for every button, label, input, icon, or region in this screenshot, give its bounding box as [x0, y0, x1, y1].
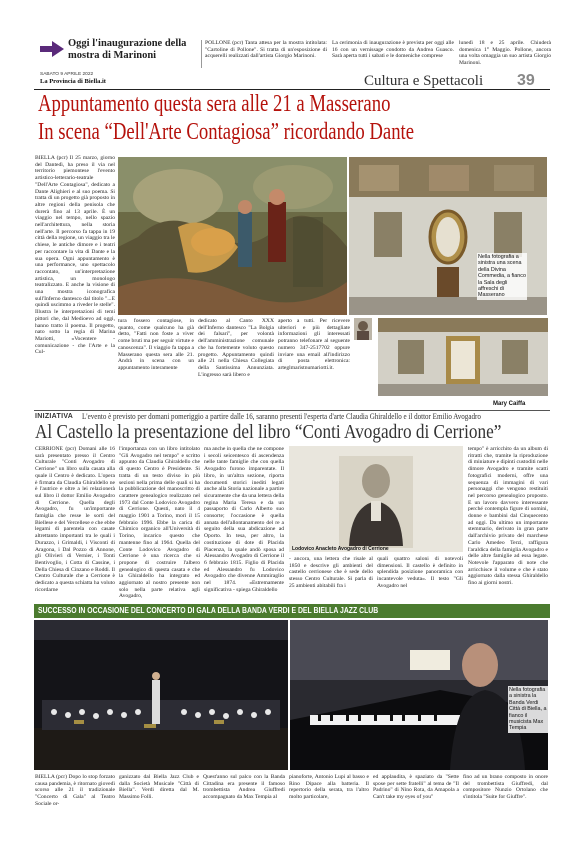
- article1-col4: aperto a tutti. Per ricevere ulteriori e più dettagliate informazioni gli interessati potranno telefonare al seguente numero 347-2517702 oppure inviare una email all'indirizzo di posta elettronica: arteglmaristnumariotti.it.: [278, 318, 350, 371]
- article2-kicker-text: L'evento è previsto per domani pomeriggio a partire dalle 16, saranno presenti l'esperta d'arte Claudia Ghiraldello e il dottor Emilio Avogadro: [82, 412, 481, 421]
- hall-detail-photo: [378, 318, 548, 396]
- article2-headline: Al Castello la presentazione del libro “Conti Avogadro di Cerrione”: [35, 421, 502, 443]
- article3-col4: pianoforte, Antonio Lupi al basso e Rino Dipace alla batteria. Il repertorio della serata, tra l'altro molto particolare,: [289, 774, 369, 801]
- article1-col1: BIELLA (pcr) Il 25 marzo, giorno del Dantedì, ha preso il via nel territorio piemontese l'evento artistico-letterario-teatrale "Dell'Arte Contagiosa", dedicato a Dante Alighieri e al suo poema. Si tratta di un progetto già proposto in altre regioni della penisola che durerà fino al 13 aprile. È un viaggio nel tempo, nello spazio nell'architettura, nella storia nell'arte. Il percorso fa tappa in 19 città della regione, un viaggio tra le chiese, le antiche dimore e i teatri per raccontare la vita di Dante e la sua opera. Ogni appuntamento è una performance, uno spettacolo raccontato, un'interpretazione artistica, un monologo teatralizzato. E anche la visione di una mostra iconografica sull'Inferno dantesco dal titolo "...E quindi uscimmo a riveder le stelle". Illustra le interpretazioni di temi pittori che, dal Medioevo ad oggi, hanno tratto il poema. Il progetto, nato sotto la regia di Marina Mariotti, «Vocentere - comunicazione - che l'Arte e la Cul-: [35, 155, 115, 356]
- masthead-date: SABATO 9 APRILE 2022: [40, 72, 94, 77]
- promo-text-col1: POLLONE (pcr) Tanta attesa per la mostra intitolata: "Cartoline di Pollone". Si tratta di un'esposizione di acquerelli realizzati dall'artista Giorgio Marinoni.: [205, 40, 327, 60]
- article1-bottom-rule: [34, 410, 550, 411]
- article2-kicker-label: INIZIATIVA: [35, 413, 74, 420]
- promo-text-col3: lunedì 18 e 25 aprile. Chiuderà domenica 1° Maggio. Pollone, ancora una volta omaggia un suo artista Giorgio Marinoni.: [459, 40, 551, 67]
- article2-col1: CERRIONE (pcr) Domani alle 16 sarà presentato presso il Centro Culturale "Conti Avogadro di Cerrione" un libro sulla casata alla quale il Centro è dedicato. L'opera è firmata da Claudia Ghiraldello ne è l'autrice e oltre a lei relazionerà sul libro il dottor Emilio Avogadro di Cerrione. Quella degli Avogadro, fu un'importante famiglia che resse le sorti del Biellese e del Vercellese e che ebbe legami di parentela con casate altrettanto importanti tra le quali i Durazzo, i Grimaldi, i Visconti di Aragona, i Dal Pozzo di Annone, gli Olivieri di Vernier, i Tonti Bentivoglio, i Cotta di Cassine, i Della Chiesa di Cinzano e Roddi. Il Centro Culturale che a Cerrione è dedicato a questa schiatta ha voluto ricordarne: [35, 446, 115, 593]
- portrait-photo: [289, 446, 463, 552]
- article3-photo-caption: Nella fotografia a sinistra la Banda Verdi Città di Biella, a fianco il musicista Max Tempia: [508, 686, 550, 733]
- divine-comedy-photo: [118, 157, 347, 315]
- article1-photo-caption-visible: Nella fotografia a sinistra una scena della Divina Commedia, a fianco la Sala degli affreschi di Masserano: [478, 254, 526, 299]
- article3-col3: Quest'anno sul palco con la Banda Cittadina era presente il famoso trombettista Andrea Giuffredi accompagnato da Max Tempia al: [203, 774, 285, 801]
- article1-author: Mary Caiffa: [493, 401, 526, 407]
- article3-col6: fino ad un brano composto in onore del trombettista Giuffredi, dal compositore Nunzio Ortolano che s'intitola "Suite for Giuffre".: [463, 774, 548, 801]
- article3-banner: [34, 604, 550, 618]
- promo-arrow-icon: [40, 41, 64, 57]
- article3-col2: ganizzato dal Biella Jazz Club e dalla Società Musicale "Città di Biella". Verdi diretta dal M. Massimo Folli.: [119, 774, 199, 801]
- page-number: 39: [517, 72, 535, 89]
- article2-col3: ma anche in quella che ne compone i secoli seicentesco di ascendenza nelle tante famiglie che con quella Avogadro furono imparentate. Il libro, in un'altra sezione, riporta documenti storici inediti legati anche alla Storia nazionale a partire sicuramente che da una lettera della regina Maria Teresa e da un passaporto di Carlo Alberto suo consorte; l'occasione è quella annata dell'allontanamento del re a seguito della sua abdicazione ad Oporto. In tesa, per altro, la costituzione di dote di Placida Piacenza, la quale andò sposa ad Alessandro Avogadro di Cerrione il 6 febbraio 1815. Figlio di Placida ed Alessandro fu Lodovico Avogadro che divenne Ammiraglio nel 1874. «Estremamente significativa - spiega Ghiraldello: [204, 446, 284, 593]
- article2-photo-caption: Lodovico Anacleto Avogadro di Cerrione: [292, 546, 389, 552]
- article1-col3: dedicato al Canto XXX dell'Inferno dantesco "La Bolgia dei falsari", per volontà dell'amministrazione comunale che ha fortemente voluto questo progetto. Appuntamento quindi alle 21 nella Chiesa Collegiata della Santissima Annunziata. L'ingresso sarà libero e: [198, 318, 274, 378]
- article3-banner-text: SUCCESSO IN OCCASIONE DEL CONCERTO DI GALA DELLA BANDA VERDI E DEL BIELLA JAZZ CLUB: [38, 606, 379, 615]
- promo-headline: Oggi l'inaugurazione della mostra di Marinoni: [68, 38, 187, 61]
- article2-col6: tempo" è arricchito da un album di ritratti che, tramite la riproduzione di miniature e dipinti custoditi nelle dimore Avogadro e tramite scatti fotografici moderni, offre una sequenza di immagini di vari personaggi che vengono restituiti nel percorso genealogico proposto. E un lavoro davvero interessante perché contempla figure di uomini, donne e bambini dal Cinquecento ad oggi. Da ultimo un importante stemmario, derivato in gran parte dall'archivio privato del marchese Carlo Amedeo Terzi, raffigura l'araldica della famiglia Avogadro e delle altre famiglie ad essa legate. Notevole l'apparato di note che arricchisce il volume e che è stato aggiornato dalla stessa Ghiraldello fino ai giorni nostri.: [468, 446, 548, 587]
- article3-col5: ed applaudita, è spaziato da "Sette spose per sette fratelli" al tema de "Il Padrino" di Nino Rota, da Amapola a Can't take my eyes of you": [373, 774, 459, 801]
- vertical-rule: [201, 40, 202, 68]
- article1-headline-2: In scena “Dell'Arte Contagiosa” ricordando Dante: [38, 119, 415, 145]
- article3-col1: BIELLA (pcr) Dopo lo stop forzato causa pandemia, è ritornato giovedì scorso alle 21 il tradizionale "Concerto di Gala" al Teatro Sociale or-: [35, 774, 115, 807]
- article1-headline-1: Appuntamento questa sera alle 21 a Masserano: [38, 91, 391, 117]
- masthead-rule: [34, 89, 550, 90]
- section-title: Cultura e Spettacoli: [364, 73, 484, 89]
- band-concert-photo: [34, 620, 288, 770]
- article1-col2: tura fossero contagiose, in quanto, come qualcuno ha già detto, "Fatti non foste a viver come bruti ma per seguir virtute e canoscenza". Il viaggio fa tappa a Masserano questa sera alle 21. Andrà in scena con un appuntamento interamente: [118, 318, 194, 371]
- article2-col5: quali quattro saloni di notevoli dimensioni. Il castello è definito in splendida posizione panoramica con incantevole veduta». Il testo "Gli Avogadro nel: [377, 556, 463, 589]
- author-photo: [354, 318, 372, 340]
- article2-col4: - ancora, una lettera che risale al 1850 e descrive gli ambienti del castello cerrionese che è sede dello stesso Centro Culturale. Si parla di 25 ambienti abitabili fra i: [289, 556, 373, 589]
- masthead-paper: La Provincia di Biella.it: [40, 78, 106, 85]
- promo-text-col2: La cerimonia di inaugurazione è prevista per oggi alle 16 con un vernissage condotto da Andrea Guasco. Sarà aperta tutti i sabati e le domeniche comprese: [332, 40, 454, 60]
- article2-col2: l'importanza con un libro intitolato "Gli Avogadro nel tempo" e scritto appunto da Claudia Ghiraldello che di questo Centro è Presidente. Si tratta di un testo diviso in più sezioni nella prima delle quali si ha la pubblicazione del manoscritto di carattere genealogico realizzato nel 1973 dal Conte Lodovico Avogadro di Cerrione. Questi, nato il 4 maggio 1901 a Torino, morì il 15 febbraio 1996. Ebbe la carica di Chimico organico all'Università di Torino, incarico questo che mantenne fino al 1964. Quella del Conte Lodovico Avogadro di Cerrione è una ricerca che si propone di costruire l'albero genealogico di questa casata e che la Ghiraldello ha integrato ed aggiornato al nostro presente non solo nella parte relativa agli Avogadro,: [119, 446, 200, 600]
